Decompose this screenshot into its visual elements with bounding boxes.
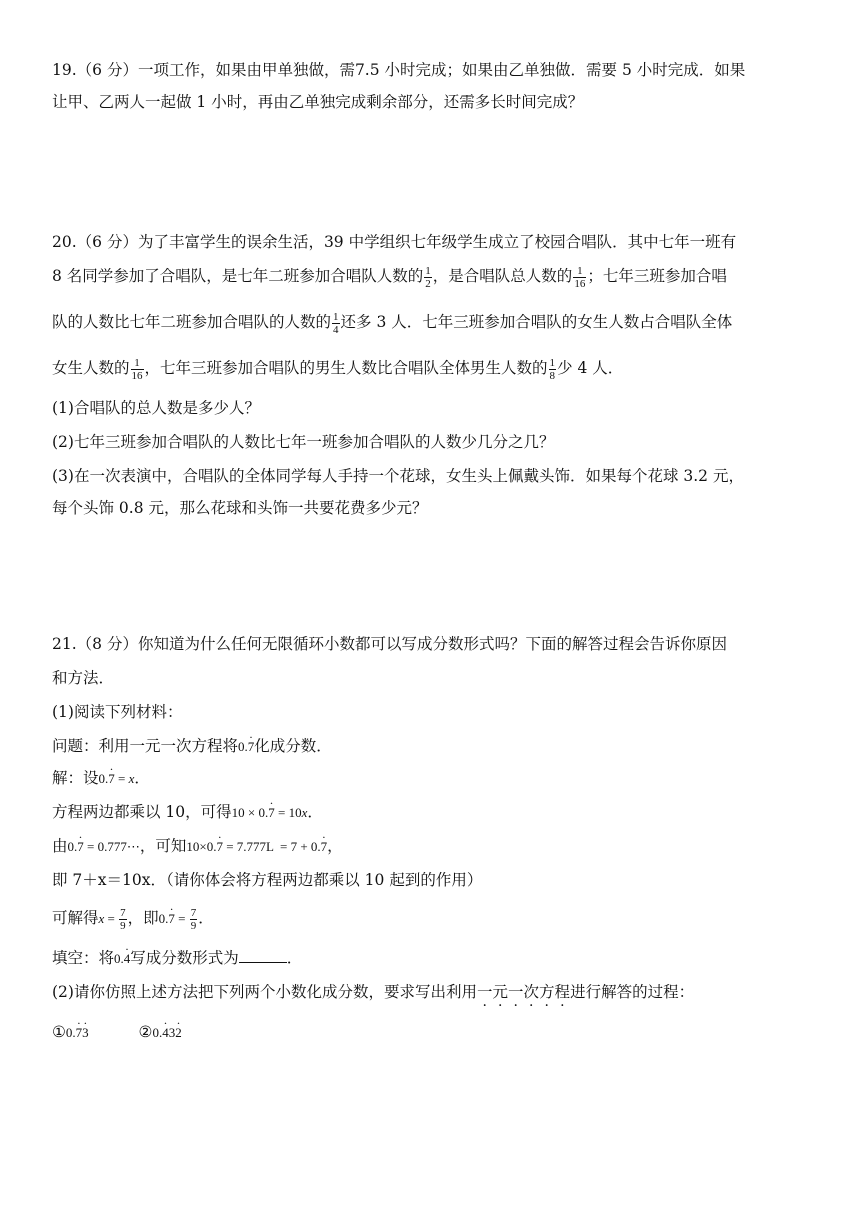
q20-part-2: (2)七年三班参加合唱队的人数比七年一班参加合唱队的人数少几分之几？ [52, 433, 555, 451]
q21-line-7: 由0.· 7 = 0.777⋯，可知10×0.· 7 = 7.777L = 7 + 0.· 7， [52, 834, 343, 859]
emphasis-text: 一元一次方程 [476, 983, 571, 1001]
fraction-seven-ninths: $\frac{7}{9}$ [120, 906, 126, 932]
q21-line-12: ①0.· 7· 3 ②0.· 43· 2 [52, 1020, 182, 1045]
math-result: 0.· 7 = [159, 911, 189, 926]
answer-blank[interactable] [239, 948, 287, 963]
q20-line-4: 女生人数的 $\frac{1}{16}$ ，七年三班参加合唱队的男生人数比合唱队全体男生人数的 $\frac{1}{8}$ 少 4 人． [52, 356, 624, 382]
math-expansion-2: 10×0.· 7 = 7.777L = 7 + 0.· 7 [186, 839, 327, 854]
q20-line-2: 8 名同学参加了合唱队，是七年二班参加合唱队人数的 $\frac{1}{2}$ ，是合唱队总人数的 $\frac{1}{16}$ ；七年三班参加合唱 [52, 264, 727, 290]
fraction-sixteenth: $\frac{1}{16}$ [574, 264, 586, 290]
q20-part-1: (1)合唱队的总人数是多少人？ [52, 399, 260, 417]
q20-line-1: 20.（6 分）为了丰富学生的误余生活，39 中学组织七年级学生成立了校园合唱队．其中七年一班有 [52, 233, 737, 251]
q21-line-8: 即 7＋x＝10x．（请你体会将方程两边都乘以 10 起到的作用） [52, 871, 483, 889]
q21-line-10: 填空：将0.· 4写成分数形式为 ． [52, 946, 302, 971]
q21-line-5: 解：设0.· 7 = x． [52, 766, 150, 791]
fraction-quarter: $\frac{1}{4}$ [333, 310, 339, 336]
math-multiply-10: 10 × 0.· 7 = 10x [232, 805, 308, 820]
q21-line-6: 方程两边都乘以 10，可得10 × 0.· 7 = 10x． [52, 800, 323, 825]
math-repeating-04: 0.· 4 [114, 951, 130, 966]
math-repeating-07: 0.· 7 [238, 739, 254, 754]
math-repeating-0432: 0.· 43· 2 [152, 1025, 181, 1040]
q21-line-4: 问题：利用一元一次方程将0.· 7化成分数． [52, 734, 332, 759]
q21-line-2: 和方法． [52, 669, 115, 687]
q21-line-11: (2)请你仿照上述方法把下列两个小数化成分数，要求写出利用一元一次方程进行解答的过程： [52, 983, 695, 1001]
q20-part-3b: 每个头饰 0.8 元，那么花球和头饰一共要花费多少元？ [52, 499, 428, 517]
fraction-sixteenth-2: $\frac{1}{16}$ [131, 356, 143, 382]
fraction-seven-ninths-2: $\frac{7}{9}$ [190, 906, 197, 932]
math-let-x: 0.· 7 = x [99, 771, 135, 786]
q21-line-3: (1)阅读下列材料： [52, 703, 183, 721]
fraction-half: $\frac{1}{2}$ [425, 264, 431, 290]
fraction-eighth: $\frac{1}{8}$ [549, 356, 556, 382]
math-expansion: 0.· 7 = 0.777⋯ [68, 839, 140, 854]
math-repeating-073: 0.· 7· 3 [66, 1025, 89, 1040]
q21-line-1: 21.（8 分）你知道为什么任何无限循环小数都可以写成分数形式吗？下面的解答过程会告诉你原因 [52, 635, 727, 653]
q20-part-3a: (3)在一次表演中，合唱队的全体同学每人手持一个花球，女生头上佩戴头饰．如果每个花球 3.2 元， [52, 467, 744, 485]
q19-line-2: 让甲、乙两人一起做 1 小时，再由乙单独完成剩余部分，还需多长时间完成？ [52, 93, 584, 111]
math-solution: x = [98, 911, 119, 926]
q21-line-9: 可解得x = $\frac{7}{9}$ ，即0.· 7 = $\frac{7}{9}$ ． [52, 906, 214, 932]
q20-line-3: 队的人数比七年二班参加合唱队的人数的 $\frac{1}{4}$ 还多 3 人．七年三班参加合唱队的女生人数占合唱队全体 [52, 310, 733, 336]
q19-line-1: 19.（6 分）一项工作，如果由甲单独做，需7.5 小时完成；如果由乙单独做．需要 5 小时完成．如果 [52, 61, 746, 79]
